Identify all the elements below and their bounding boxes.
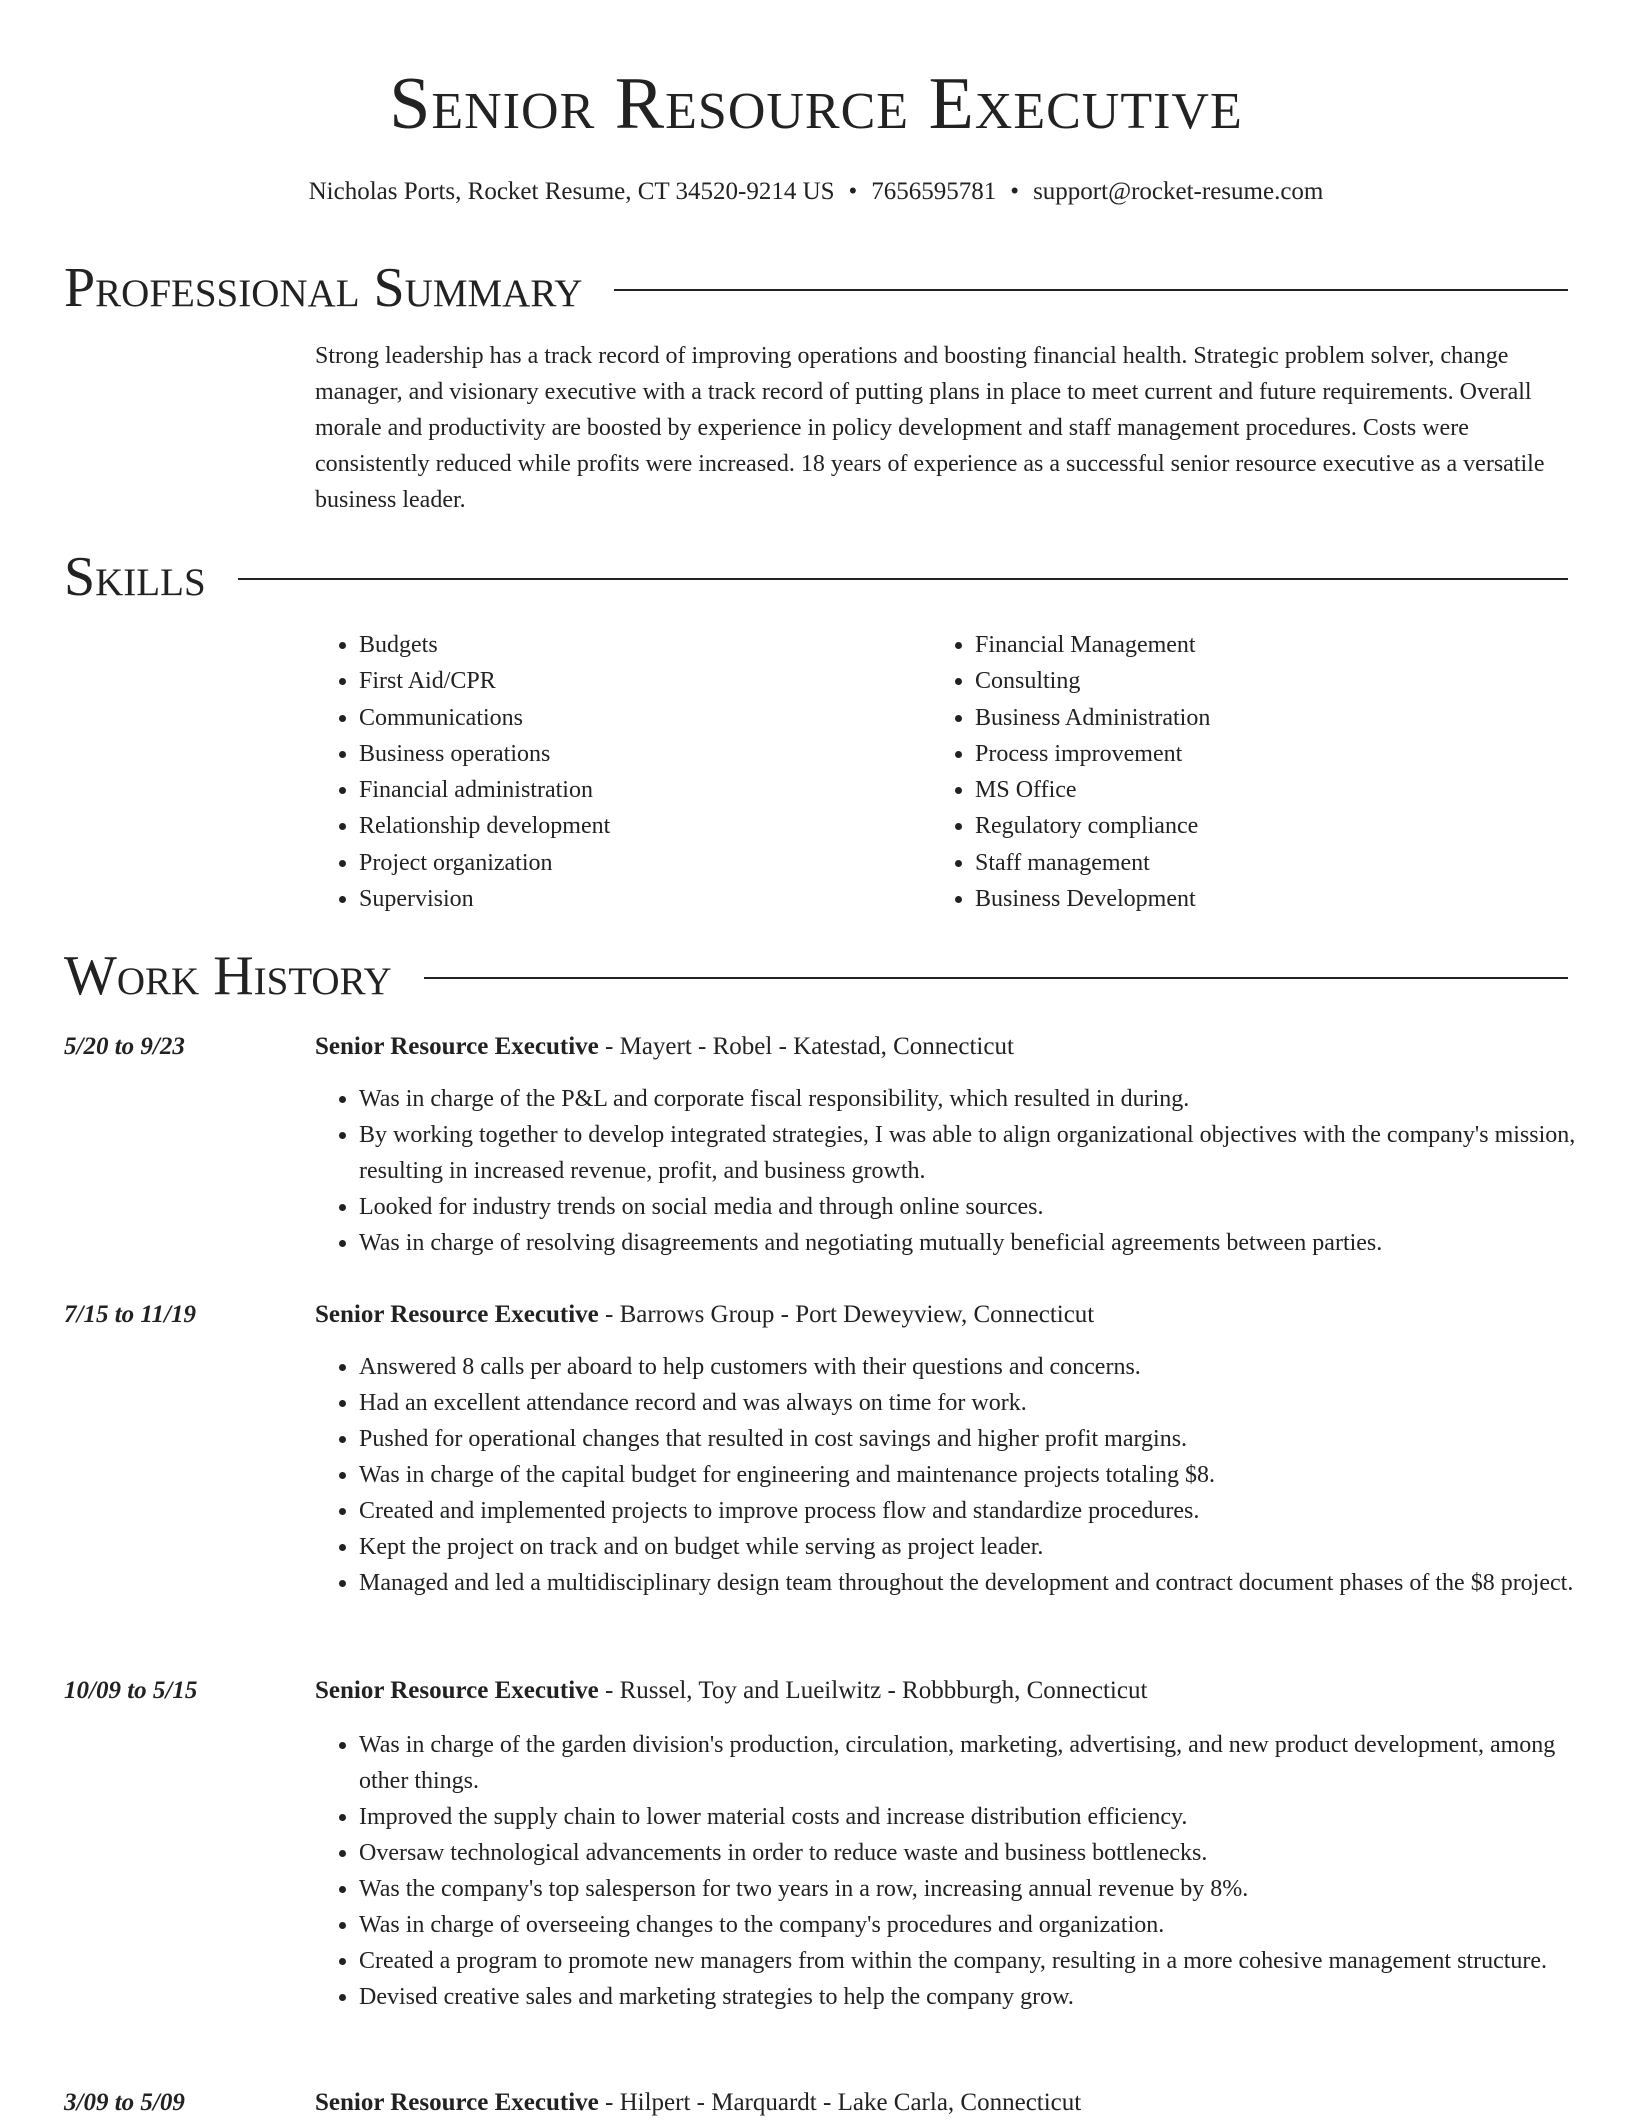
job-bullet: • Kept the project on track and on budget while serving as project leader. bbox=[359, 1529, 1609, 1565]
job-bullet: • Answered 8 calls per aboard to help customers with their questions and concerns. bbox=[359, 1349, 1609, 1385]
job-bullet: • Created and implemented projects to improve process flow and standardize procedures. bbox=[359, 1493, 1609, 1529]
skill-item: • Process improvement bbox=[975, 736, 1210, 772]
job-heading bbox=[315, 1297, 1094, 1333]
job-bullet: • Pushed for operational changes that resulted in cost savings and higher profit margins. bbox=[359, 1421, 1609, 1457]
job-dates: 7/15 to 11/19 bbox=[64, 1301, 196, 1328]
job-heading bbox=[315, 1673, 1147, 1709]
job-bullet-list bbox=[315, 1081, 1609, 1261]
skill-item: • Supervision bbox=[359, 881, 610, 917]
job-role: Senior Resource Executive bbox=[315, 1301, 599, 1328]
skill-item: • Financial administration bbox=[359, 772, 610, 808]
job-bullet-list bbox=[315, 1349, 1609, 1601]
work-heading: Work History bbox=[64, 945, 392, 1007]
job-bullet: • By working together to develop integrated strategies, I was able to align organizational objectives with the company's mission, resulting in increased revenue, profit, and business growth. bbox=[359, 1117, 1609, 1189]
job-bullet: • Was in charge of the capital budget for engineering and maintenance projects totaling $8. bbox=[359, 1457, 1609, 1493]
skill-item: • Regulatory compliance bbox=[975, 808, 1210, 844]
job-bullet: • Was the company's top salesperson for two years in a row, increasing annual revenue by 8%. bbox=[359, 1871, 1609, 1907]
skill-item: • Consulting bbox=[975, 663, 1210, 699]
contact-separator: • bbox=[1010, 178, 1020, 205]
job-bullet: • Created a program to promote new managers from within the company, resulting in a more cohesive management structure. bbox=[359, 1943, 1609, 1979]
contact-separator: • bbox=[848, 178, 858, 205]
skill-item: • Staff management bbox=[975, 845, 1210, 881]
skill-item: • First Aid/CPR bbox=[359, 663, 610, 699]
job-role: Senior Resource Executive bbox=[315, 1677, 599, 1704]
contact-phone: 7656595781 bbox=[871, 178, 997, 205]
section-divider bbox=[424, 977, 1568, 979]
job-company: - Barrows Group - Port Deweyview, Connecticut bbox=[598, 1301, 1095, 1328]
contact-address: Nicholas Ports, Rocket Resume, CT 34520-9214 US bbox=[308, 178, 835, 205]
job-bullet: • Devised creative sales and marketing strategies to help the company grow. bbox=[359, 1979, 1609, 2015]
job-bullet: • Oversaw technological advancements in order to reduce waste and business bottlenecks. bbox=[359, 1835, 1609, 1871]
skill-item: • MS Office bbox=[975, 772, 1210, 808]
skill-item: • Project organization bbox=[359, 845, 610, 881]
job-heading bbox=[315, 1029, 1014, 1065]
job-bullet-list bbox=[315, 1727, 1609, 2015]
job-bullet: • Had an excellent attendance record and was always on time for work. bbox=[359, 1385, 1609, 1421]
skill-item: • Financial Management bbox=[975, 627, 1210, 663]
summary-section-header bbox=[64, 253, 1568, 323]
skill-item: • Business operations bbox=[359, 736, 610, 772]
work-section-header bbox=[64, 941, 1568, 1011]
skills-list-right bbox=[931, 627, 1210, 917]
job-company: - Russel, Toy and Lueilwitz - Robbburgh, Connecticut bbox=[598, 1677, 1148, 1704]
job-heading bbox=[315, 2085, 1081, 2121]
job-bullet: • Was in charge of the garden division's production, circulation, marketing, advertising, and new product development, among other things. bbox=[359, 1727, 1609, 1799]
skill-item: • Relationship development bbox=[359, 808, 610, 844]
job-company: - Mayert - Robel - Katestad, Connecticut bbox=[598, 1033, 1014, 1060]
summary-text: Strong leadership has a track record of improving operations and boosting financial health. Strategic problem solver, change manager, and visionary executive with a track record of putting plans in place to meet current and future requirements. Overall morale and productivity are boosted by experience in policy development and staff management procedures. Costs were consistently reduced while profits were increased. 18 years of experience as a successful senior resource executive as a versatile business leader. bbox=[315, 343, 1545, 513]
section-divider bbox=[614, 289, 1568, 291]
summary-heading: Professional Summary bbox=[64, 257, 583, 319]
job-company: - Hilpert - Marquardt - Lake Carla, Connecticut bbox=[598, 2089, 1082, 2116]
contact-line bbox=[0, 174, 1632, 210]
job-bullet: • Managed and led a multidisciplinary design team throughout the development and contract document phases of the $8 project. bbox=[359, 1565, 1609, 1601]
section-divider bbox=[238, 578, 1568, 580]
job-bullet: • Improved the supply chain to lower material costs and increase distribution efficiency. bbox=[359, 1799, 1609, 1835]
job-dates: 10/09 to 5/15 bbox=[64, 1677, 198, 1704]
job-bullet: • Was in charge of the P&L and corporate fiscal responsibility, which resulted in during. bbox=[359, 1081, 1609, 1117]
skill-item: • Budgets bbox=[359, 627, 610, 663]
job-bullet: • Looked for industry trends on social media and through online sources. bbox=[359, 1189, 1609, 1225]
job-bullet: • Was in charge of overseeing changes to the company's procedures and organization. bbox=[359, 1907, 1609, 1943]
job-dates: 5/20 to 9/23 bbox=[64, 1033, 185, 1060]
job-role: Senior Resource Executive bbox=[315, 2089, 599, 2116]
skills-heading: Skills bbox=[64, 546, 206, 608]
job-dates: 3/09 to 5/09 bbox=[64, 2089, 185, 2116]
skill-item: • Business Administration bbox=[975, 700, 1210, 736]
skill-item: • Communications bbox=[359, 700, 610, 736]
skill-item: • Business Development bbox=[975, 881, 1210, 917]
job-role: Senior Resource Executive bbox=[315, 1033, 599, 1060]
job-bullet: • Was in charge of resolving disagreements and negotiating mutually beneficial agreements between parties. bbox=[359, 1225, 1609, 1261]
skills-section-header bbox=[64, 542, 1568, 612]
candidate-title: Senior Resource Executive bbox=[389, 63, 1243, 145]
skills-list-left bbox=[315, 627, 610, 917]
contact-email: support@rocket-resume.com bbox=[1033, 178, 1324, 205]
